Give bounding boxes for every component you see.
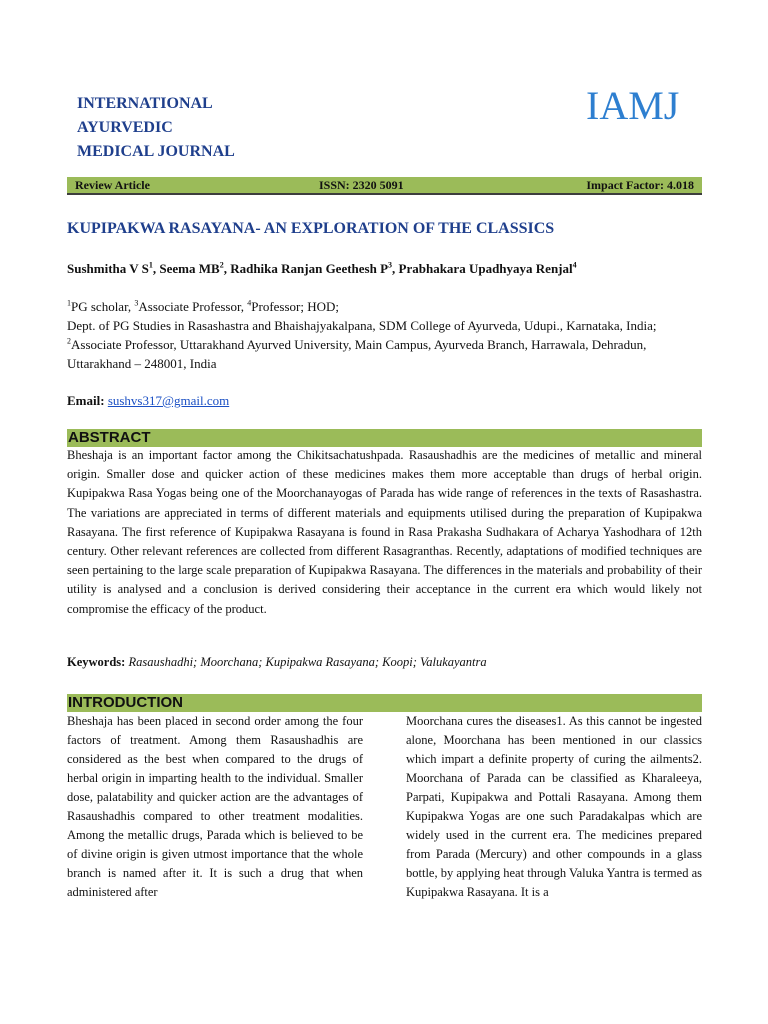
journal-name-line: MEDICAL JOURNAL — [77, 143, 235, 160]
affil-role: PG scholar, — [71, 299, 135, 314]
affil-text: Associate Professor, Uttarakhand Ayurved University, Main Campus, Ayurveda Branch, Harrawala, Dehradun, Uttarakhand – 248001, India — [67, 337, 647, 371]
affil-mark: 4 — [247, 298, 252, 308]
abstract-heading: ABSTRACT — [68, 429, 151, 446]
author-affil-mark: 3 — [388, 260, 393, 270]
introduction-left-column: Bheshaja has been placed in second order among the four factors of treatment. Among them Rasaushadhis are considered as the best when compared to the drugs of herbal origin in imparting health to the individual. Smaller dose, palatability and quicker action are the advantages of Rasaushadhis compared to other treatment modalities. Among the metallic drugs, Parada which is believed to be of divine origin is given utmost importance that the whole branch is named after it. It is such a drug that when administered after — [67, 714, 363, 899]
article-title: KUPIPAKWA RASAYANA- AN EXPLORATION OF THE CLASSICS — [67, 220, 555, 237]
author-name: Radhika Ranjan Geethesh P — [230, 261, 389, 276]
email-link[interactable]: sushvs317@gmail.com — [107, 393, 230, 408]
affil-role: Associate Professor, — [138, 299, 248, 314]
journal-name-line: AYURVEDIC — [77, 119, 173, 136]
email-line — [67, 393, 229, 409]
affil-role: Professor; HOD; — [251, 299, 340, 314]
affiliation-line — [67, 335, 702, 373]
affil-mark: 2 — [67, 336, 71, 346]
introduction-right-column: Moorchana cures the diseases1. As this cannot be ingested alone, Moorchana has been mentioned in our classics which impart a definite property of curing the ailments2. Moorchana of Parada can be classified as Kharaleeya, Parpati, Kupipakwa and Pottali Rasayana. Among them Kupipakwa Yogas are one such Paradakalpas which are widely used in the current era. The medicines prepared from Parada (Mercury) and other compounds in a glass bottle, by applying heat through Valuka Yantra is termed as Kupipakwa Rasayana. It is a — [406, 714, 702, 899]
affiliation-line: Dept. of PG Studies in Rasashastra and Bhaishajyakalpana, SDM College of Ayurveda, Udupi., Karnataka, India; — [67, 318, 657, 333]
journal-logo: IAMJ — [586, 83, 680, 128]
author-name: Seema MB — [159, 261, 220, 276]
affiliation-line — [67, 297, 702, 316]
abstract-heading-bar — [67, 429, 702, 447]
author-name: Sushmitha V S — [67, 261, 149, 276]
author-name: Prabhakara Upadhyaya Renjal — [398, 261, 573, 276]
keywords-label: Keywords: — [67, 655, 126, 669]
introduction-heading: INTRODUCTION — [68, 694, 183, 711]
article-type: Review Article — [75, 178, 150, 192]
journal-name — [77, 92, 235, 164]
author-list: Sushmitha V $S^1$, Seema $MB^2$, Radhika Ranjan Geethesh $P^3$, Prabhakara Upadhyaya Renjal$^4$ — [67, 260, 577, 276]
abstract-text: Bheshaja is an important factor among the Chikitsachatushpada. Rasaushadhis are the medicines of metallic and mineral origin. Smaller dose and quicker action of these medicines makes them more acceptable than drugs of herbal origin. Kupipakwa Rasa Yogas being one of the Moorchanayogas of Parada has wide range of references in the texts of Rasashastra. The variations are appreciated in terms of different materials and equipments utilised during the preparation of Kupipakwa Rasayana. The first reference of Kupipakwa Rasayana is found in Rasa Prakasha Sudhakara of Acharya Yashodhara of 12th century. Other relevant references are collected from different Rasagranthas. Recently, adaptations of modified techniques are seen pertaining to the large scale preparation of Kupipakwa Rasayana. The differences in the materials and probability of their utility is analysed and a conclusion is derived considering their acceptance in the current era which would likely not compromise the efficacy of the product. — [67, 448, 702, 616]
affiliations — [67, 297, 702, 373]
journal-name-line: INTERNATIONAL — [77, 95, 213, 112]
affil-mark: 3 — [134, 298, 139, 308]
impact-factor: Impact Factor: 4.018 — [586, 178, 694, 192]
issn: ISSN: 2320 5091 — [319, 178, 404, 192]
author-affil-mark: 2 — [219, 260, 224, 270]
email-label: Email: — [67, 393, 105, 408]
introduction-heading-bar — [67, 694, 702, 712]
keywords-line — [67, 655, 487, 670]
affil-mark: 1 — [67, 298, 71, 308]
author-affil-mark: 4 — [572, 260, 577, 270]
article-meta-bar — [67, 177, 702, 195]
keywords-list: Rasaushadhi; Moorchana; Kupipakwa Rasayana; Koopi; Valukayantra — [128, 655, 487, 669]
author-affil-mark: 1 — [148, 260, 153, 270]
